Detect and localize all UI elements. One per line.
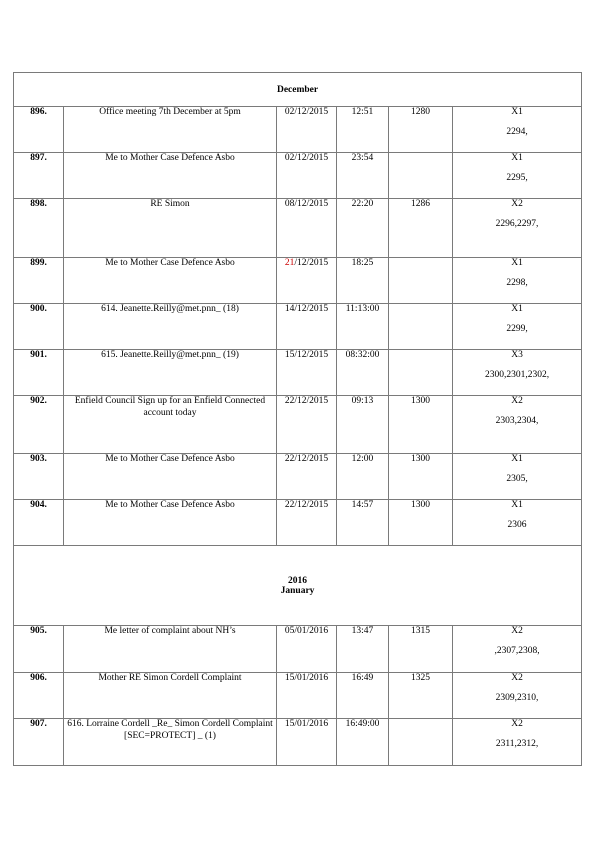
entry-reference: 1300 (389, 454, 453, 500)
entry-number: 898. (14, 199, 64, 258)
table-row (14, 500, 582, 546)
entry-number: 899. (14, 258, 64, 304)
entry-number: 904. (14, 500, 64, 546)
entry-reference (389, 304, 453, 350)
entry-pages (453, 396, 582, 454)
entry-reference (389, 258, 453, 304)
page-numbers: 2295, (506, 173, 528, 183)
entry-date: 02/12/2015 (277, 107, 337, 153)
entry-reference (389, 719, 453, 766)
table-row (14, 396, 582, 454)
entry-pages (453, 454, 582, 500)
entry-description: Mother RE Simon Cordell Complaint (64, 673, 277, 719)
entry-date: 22/12/2015 (277, 454, 337, 500)
entry-description: 615. Jeanette.Reilly@met.pnn_ (19) (64, 350, 277, 396)
entry-time: 12:51 (337, 107, 389, 153)
page-count: X1 (511, 500, 523, 510)
entry-reference: 1315 (389, 626, 453, 673)
entry-time: 14:57 (337, 500, 389, 546)
entry-time: 22:20 (337, 199, 389, 258)
section-heading-row (14, 73, 582, 107)
log-table-body (14, 73, 582, 766)
table-row (14, 454, 582, 500)
entry-date: 22/12/2015 (277, 500, 337, 546)
entry-pages (453, 304, 582, 350)
entry-description: 616. Lorraine Cordell _Re_ Simon Cordell Complaint [SEC=PROTECT] _ (1) (64, 719, 277, 766)
section-heading-row (14, 546, 582, 626)
page-numbers: 2311,2312, (495, 739, 539, 749)
section-heading-line: December (276, 84, 319, 95)
page-numbers: 2298, (506, 278, 528, 288)
entry-number: 906. (14, 673, 64, 719)
entry-date: 02/12/2015 (277, 153, 337, 199)
entry-time: 18:25 (337, 258, 389, 304)
page-numbers: ,2307,2308, (494, 646, 540, 656)
page-numbers: 2294, (506, 127, 528, 137)
entry-number: 905. (14, 626, 64, 673)
section-heading (14, 73, 582, 107)
entry-date: 15/01/2016 (277, 719, 337, 766)
entry-description: Me to Mother Case Defence Asbo (64, 258, 277, 304)
page-count: X1 (511, 304, 523, 314)
page-numbers: 2303,2304, (495, 416, 539, 426)
page-numbers: 2306 (507, 520, 527, 530)
entry-date (277, 258, 337, 304)
entry-date: 14/12/2015 (277, 304, 337, 350)
entry-description: Me to Mother Case Defence Asbo (64, 454, 277, 500)
entry-time: 08:32:00 (337, 350, 389, 396)
section-heading (14, 546, 582, 626)
page-count: X2 (511, 199, 523, 209)
entry-reference: 1300 (389, 396, 453, 454)
entry-reference (389, 350, 453, 396)
entry-pages (453, 626, 582, 673)
page-count: X3 (511, 350, 523, 360)
entry-time: 09:13 (337, 396, 389, 454)
page-count: X1 (511, 454, 523, 464)
section-heading-line: January (280, 585, 315, 596)
entry-date: 05/01/2016 (277, 626, 337, 673)
entry-time: 16:49:00 (337, 719, 389, 766)
entry-time: 16:49 (337, 673, 389, 719)
entry-time: 13:47 (337, 626, 389, 673)
entry-number: 907. (14, 719, 64, 766)
entry-pages (453, 500, 582, 546)
entry-description: Enfield Council Sign up for an Enfield Connected account today (64, 396, 277, 454)
entry-number: 896. (14, 107, 64, 153)
page-numbers: 2299, (506, 324, 528, 334)
table-row (14, 626, 582, 673)
entry-number: 903. (14, 454, 64, 500)
entry-pages (453, 153, 582, 199)
page-numbers: 2296,2297, (495, 219, 539, 229)
table-row (14, 304, 582, 350)
page-count: X1 (511, 153, 523, 163)
page-numbers: 2305, (506, 474, 528, 484)
entry-reference: 1280 (389, 107, 453, 153)
entry-date: 22/12/2015 (277, 396, 337, 454)
entry-date: 15/12/2015 (277, 350, 337, 396)
entry-reference: 1325 (389, 673, 453, 719)
entry-pages (453, 673, 582, 719)
table-row (14, 153, 582, 199)
page-count: X2 (511, 626, 523, 636)
table-row (14, 673, 582, 719)
table-row (14, 719, 582, 766)
entry-date-rest: /12/2015 (294, 258, 329, 268)
entry-pages (453, 258, 582, 304)
entry-reference: 1300 (389, 500, 453, 546)
page-count: X2 (511, 673, 523, 683)
entry-number: 897. (14, 153, 64, 199)
table-row (14, 350, 582, 396)
entry-time: 23:54 (337, 153, 389, 199)
entry-description: Me letter of complaint about NH’s (64, 626, 277, 673)
document-log-table (13, 72, 582, 766)
entry-pages (453, 199, 582, 258)
entry-pages (453, 107, 582, 153)
entry-number: 900. (14, 304, 64, 350)
page-count: X1 (511, 107, 523, 117)
entry-pages (453, 719, 582, 766)
entry-reference (389, 153, 453, 199)
entry-date: 15/01/2016 (277, 673, 337, 719)
entry-description: Me to Mother Case Defence Asbo (64, 500, 277, 546)
entry-date: 08/12/2015 (277, 199, 337, 258)
table-row (14, 258, 582, 304)
entry-description: RE Simon (64, 199, 277, 258)
entry-description: 614. Jeanette.Reilly@met.pnn_ (18) (64, 304, 277, 350)
page-count: X2 (511, 396, 523, 406)
table-row (14, 107, 582, 153)
entry-date-day-highlight: 21 (284, 258, 295, 268)
entry-reference: 1286 (389, 199, 453, 258)
entry-number: 901. (14, 350, 64, 396)
page-numbers: 2300,2301,2302, (484, 370, 550, 380)
section-heading-line: 2016 (288, 575, 308, 586)
entry-time: 11:13:00 (337, 304, 389, 350)
page-count: X1 (511, 258, 523, 268)
entry-description: Office meeting 7th December at 5pm (64, 107, 277, 153)
page-count: X2 (511, 719, 523, 729)
table-row (14, 199, 582, 258)
entry-description: Me to Mother Case Defence Asbo (64, 153, 277, 199)
entry-number: 902. (14, 396, 64, 454)
page-numbers: 2309,2310, (495, 693, 539, 703)
entry-time: 12:00 (337, 454, 389, 500)
entry-pages (453, 350, 582, 396)
